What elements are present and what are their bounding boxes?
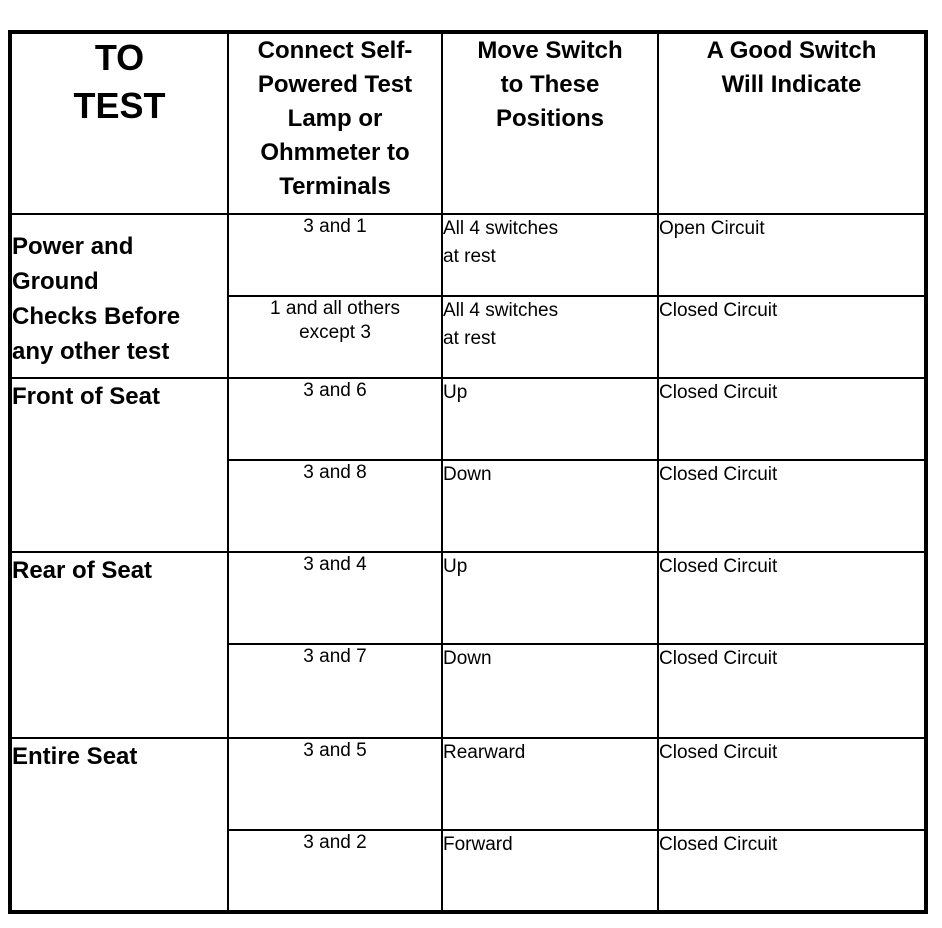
position-cell: All 4 switches at rest bbox=[442, 214, 658, 296]
header-move-text: Move Switch to These Positions bbox=[477, 37, 623, 132]
position-cell: Rearward bbox=[442, 738, 658, 830]
terminals-cell: 3 and 8 bbox=[228, 460, 442, 552]
table-row bbox=[10, 378, 926, 460]
header-row bbox=[10, 32, 926, 214]
terminals-cell: 3 and 1 bbox=[228, 214, 442, 296]
indication-cell: Closed Circuit bbox=[658, 460, 926, 552]
position-cell: Up bbox=[442, 378, 658, 460]
header-good-switch bbox=[658, 32, 926, 214]
terminals-cell: 1 and all others except 3 bbox=[228, 296, 442, 378]
position-cell: Down bbox=[442, 644, 658, 738]
group-front-of-seat: Front of Seat bbox=[10, 378, 228, 552]
header-to-test-text: TO TEST bbox=[73, 37, 166, 126]
position-cell: Down bbox=[442, 460, 658, 552]
table-row bbox=[10, 738, 926, 830]
header-connect-text: Connect Self- Powered Test Lamp or Ohmmeter to Terminals bbox=[257, 37, 413, 200]
indication-cell: Closed Circuit bbox=[658, 552, 926, 644]
table-row bbox=[10, 552, 926, 644]
position-cell: Up bbox=[442, 552, 658, 644]
indication-cell: Closed Circuit bbox=[658, 644, 926, 738]
group-rear-of-seat: Rear of Seat bbox=[10, 552, 228, 738]
terminals-cell: 3 and 4 bbox=[228, 552, 442, 644]
terminals-cell: 3 and 5 bbox=[228, 738, 442, 830]
indication-cell: Closed Circuit bbox=[658, 830, 926, 912]
terminals-cell: 3 and 6 bbox=[228, 378, 442, 460]
indication-cell: Closed Circuit bbox=[658, 378, 926, 460]
header-to-test bbox=[10, 32, 228, 214]
indication-cell: Open Circuit bbox=[658, 214, 926, 296]
position-cell: Forward bbox=[442, 830, 658, 912]
group-power-ground: Power and Ground Checks Before any other test bbox=[10, 214, 228, 378]
header-connect-terminals bbox=[228, 32, 442, 214]
header-move-switch bbox=[442, 32, 658, 214]
indication-cell: Closed Circuit bbox=[658, 738, 926, 830]
terminals-cell: 3 and 7 bbox=[228, 644, 442, 738]
header-good-text: A Good Switch Will Indicate bbox=[706, 37, 877, 98]
table-row bbox=[10, 214, 926, 296]
switch-test-table bbox=[8, 30, 928, 914]
terminals-cell: 3 and 2 bbox=[228, 830, 442, 912]
position-cell: All 4 switches at rest bbox=[442, 296, 658, 378]
group-entire-seat: Entire Seat bbox=[10, 738, 228, 912]
indication-cell: Closed Circuit bbox=[658, 296, 926, 378]
